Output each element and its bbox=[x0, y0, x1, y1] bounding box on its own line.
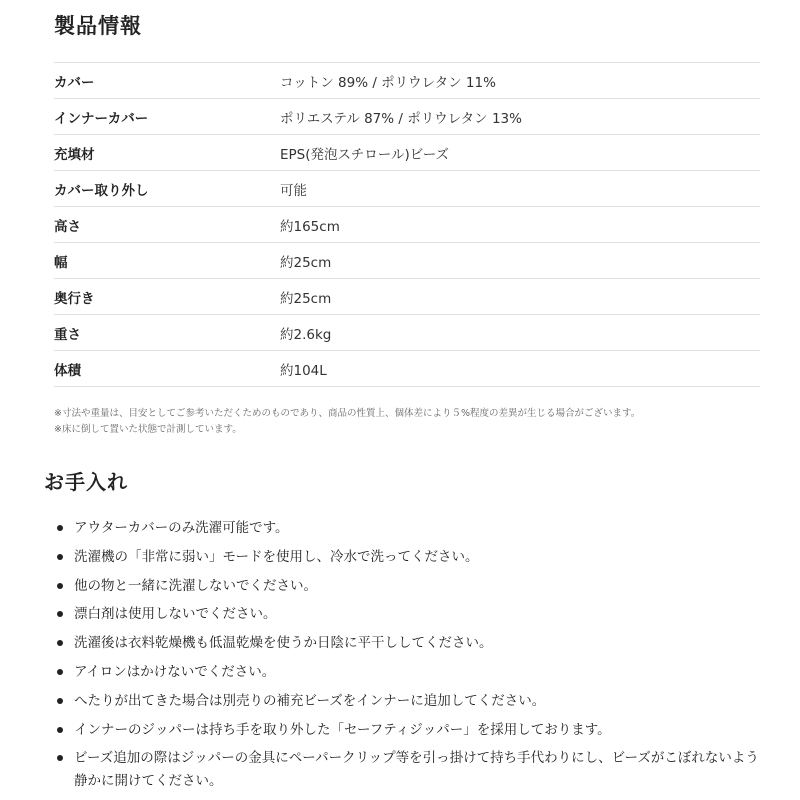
care-item-text: へたりが出てきた場合は別売りの補充ビーズをインナーに追加してください。 bbox=[74, 692, 546, 709]
care-item-text: インナーのジッパーは持ち手を取り外した「セーフティジッパー」を採用しております。 bbox=[74, 721, 611, 738]
spec-label: 幅 bbox=[54, 243, 280, 279]
bullet-icon bbox=[57, 669, 63, 675]
spec-row bbox=[54, 351, 760, 387]
spec-value: 約25cm bbox=[280, 243, 760, 279]
list-item bbox=[54, 603, 770, 626]
list-item bbox=[54, 719, 770, 742]
spec-label: 体積 bbox=[54, 351, 280, 387]
spec-value: コットン 89% / ポリウレタン 11% bbox=[280, 63, 760, 99]
care-title: お手入れ bbox=[44, 470, 128, 494]
spec-label: 奥行き bbox=[54, 279, 280, 315]
care-item-text: 洗濯機の「非常に弱い」モードを使用し、冷水で洗ってください。 bbox=[74, 548, 479, 565]
spec-label: 重さ bbox=[54, 315, 280, 351]
spec-value: 約2.6kg bbox=[280, 315, 760, 351]
bullet-icon bbox=[57, 640, 63, 646]
care-item-text: 他の物と一緒に洗濯しないでください。 bbox=[74, 577, 317, 594]
spec-value: 可能 bbox=[280, 171, 760, 207]
spec-row bbox=[54, 99, 760, 135]
bullet-icon bbox=[57, 554, 63, 560]
care-item-text: 洗濯後は衣料乾燥機も低温乾燥を使うか日陰に平干ししてください。 bbox=[74, 635, 493, 652]
spec-row bbox=[54, 171, 760, 207]
list-item bbox=[54, 747, 770, 793]
spec-value: ポリエステル 87% / ポリウレタン 13% bbox=[280, 99, 760, 135]
care-item-text: アウターカバーのみ洗濯可能です。 bbox=[74, 520, 289, 536]
bullet-icon bbox=[57, 727, 63, 733]
care-list bbox=[54, 517, 770, 799]
spec-label: カバー取り外し bbox=[54, 171, 280, 207]
spec-table bbox=[54, 62, 760, 387]
spec-value: 約104L bbox=[280, 351, 760, 387]
list-item bbox=[54, 690, 770, 713]
spec-row bbox=[54, 243, 760, 279]
spec-label: カバー bbox=[54, 63, 280, 99]
bullet-icon bbox=[57, 698, 63, 704]
spec-row bbox=[54, 135, 760, 171]
care-item-text: 漂白剤は使用しないでください。 bbox=[74, 606, 277, 623]
spec-row bbox=[54, 315, 760, 351]
list-item bbox=[54, 632, 770, 655]
bullet-icon bbox=[57, 611, 63, 617]
product-info-title: 製品情報 bbox=[54, 14, 142, 38]
care-item-text: ビーズ追加の際はジッパーの金具にペーパークリップ等を引っ掛けて持ち手代わりにし、ビーズがこぼれないよう静かに開けてください。 bbox=[74, 750, 759, 790]
measurement-notes bbox=[54, 406, 640, 438]
list-item bbox=[54, 575, 770, 598]
spec-value: EPS(発泡スチロール)ビーズ bbox=[280, 135, 760, 171]
spec-label: インナーカバー bbox=[54, 99, 280, 135]
note-text: ※寸法や重量は、目安としてご参考いただくためのものであり、商品の性質上、個体差により５%程度の差異が生じる場合がございます。 bbox=[54, 408, 641, 419]
spec-row bbox=[54, 63, 760, 99]
spec-label: 高さ bbox=[54, 207, 280, 243]
spec-label: 充填材 bbox=[54, 135, 280, 171]
note-text: ※床に倒して置いた状態で計測しています。 bbox=[54, 424, 242, 435]
list-item bbox=[54, 661, 770, 684]
bullet-icon bbox=[57, 755, 63, 761]
list-item bbox=[54, 546, 770, 569]
bullet-icon bbox=[57, 583, 63, 589]
spec-value: 約25cm bbox=[280, 279, 760, 315]
care-item-text: アイロンはかけないでください。 bbox=[74, 663, 276, 680]
bullet-icon bbox=[57, 525, 63, 531]
spec-row bbox=[54, 207, 760, 243]
list-item bbox=[54, 517, 770, 540]
spec-value: 約165cm bbox=[280, 207, 760, 243]
spec-row bbox=[54, 279, 760, 315]
